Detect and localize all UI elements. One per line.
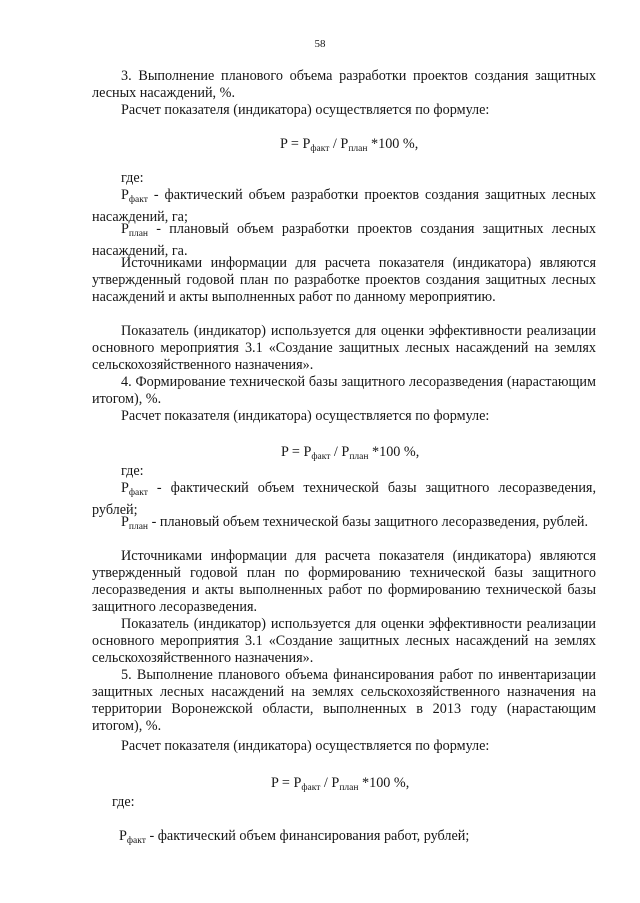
section-4-formula: $P = P_{факт} / P_{план}$ *100 %, [281, 444, 420, 462]
section-3-plan-definition: $Р_{план}$ - плановый объем разработки проектов создания защитных лесных насаждений, га. [92, 221, 596, 259]
section-5-where: где: [112, 794, 135, 810]
section-5-formula: $P = P_{факт} / P_{план}$ *100 %, [271, 775, 410, 793]
section-3-where: где: [121, 170, 144, 186]
page-number: 58 [314, 38, 326, 50]
section-4-where: где: [121, 463, 144, 479]
section-3-usage: Показатель (индикатор) используется для оценки эффективности реализации основного мероприятия 3.1 «Создание защитных лесных насаждений на землях сельскохозяйственного назначения». [92, 323, 596, 373]
section-4-sources: Источниками информации для расчета показателя (индикатора) являются утвержденный годовой план по формированию технической базы защитного лесоразведения и акты выполненных работ по формированию технической базы защитного лесоразведения. [92, 548, 596, 615]
section-3-formula: $P = P_{факт} / P_{план}$ *100 %, [280, 136, 419, 154]
section-5-fact-definition: $Р_{факт}$ - фактический объем финансирования работ, рублей; [119, 828, 470, 846]
section-4-title: 4. Формирование технической базы защитного лесоразведения (нарастающим итогом), %. [92, 374, 596, 407]
section-4-plan-definition: $Р_{план}$ - плановый объем технической базы защитного лесоразведения, рублей. [121, 514, 589, 532]
section-4-usage: Показатель (индикатор) используется для оценки эффективности реализации основного мероприятия 3.1 «Создание защитных лесных насаждений на землях сельскохозяйственного назначения». [92, 616, 596, 666]
section-3-fact-definition: $Р_{факт}$ - фактический объем разработки проектов создания защитных лесных насаждений, га; [92, 187, 596, 225]
section-3-sources: Источниками информации для расчета показателя (индикатора) являются утвержденный годовой план по разработке проектов создания защитных лесных насаждений и акты выполненных работ по данному мероприятию. [92, 255, 596, 305]
section-3-title: 3. Выполнение планового объема разработки проектов создания защитных лесных насаждений, %. [92, 68, 596, 101]
section-4-fact-definition: $Р_{факт}$ - фактический объем технической базы защитного лесоразведения, рублей; [92, 480, 596, 518]
section-4-calc-text: Расчет показателя (индикатора) осуществляется по формуле: [121, 408, 490, 424]
section-5-calc-text: Расчет показателя (индикатора) осуществляется по формуле: [121, 738, 490, 754]
section-3-calc-text: Расчет показателя (индикатора) осуществляется по формуле: [121, 102, 490, 118]
section-5-title: 5. Выполнение планового объема финансирования работ по инвентаризации защитных лесных насаждений на землях сельскохозяйственного назначения на территории Воронежской области, выполненных в 2013 году (нарастающим итогом), %. [92, 667, 596, 734]
